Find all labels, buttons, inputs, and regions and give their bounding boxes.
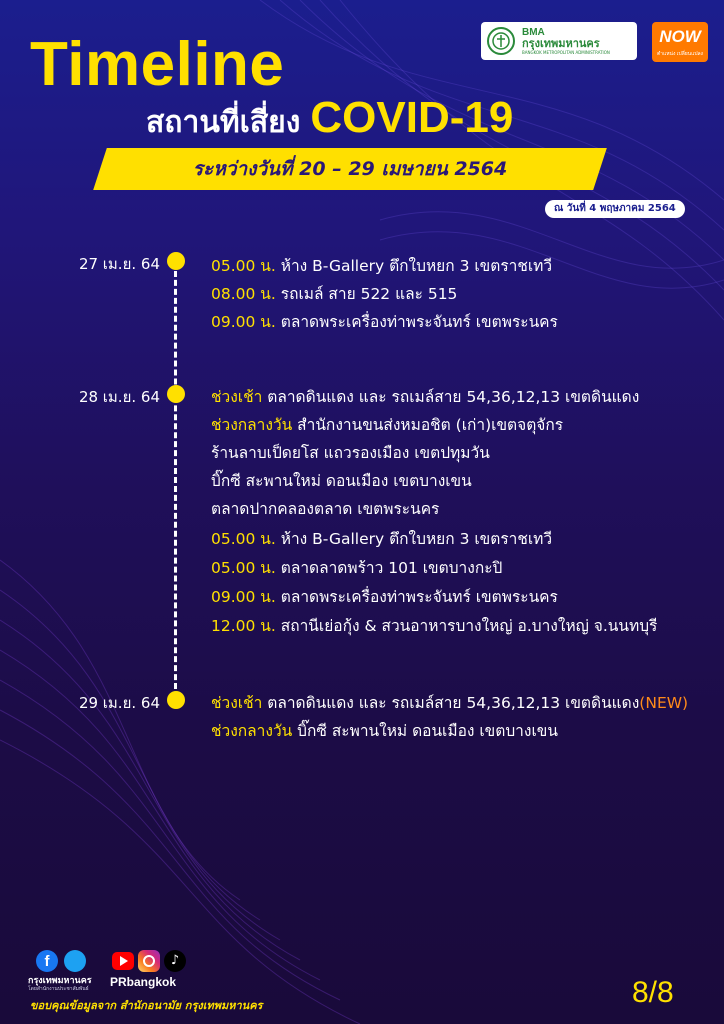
entry-place: ตลาดพระเครื่องท่าพระจันทร์ เขตพระนคร xyxy=(275,588,558,606)
as-of-date-badge: ณ วันที่ 4 พฤษภาคม 2564 xyxy=(545,200,685,218)
tiktok-icon[interactable]: ♪ xyxy=(164,950,186,972)
entry-time: ช่วงเช้า xyxy=(211,388,263,406)
timeline-entry xyxy=(211,257,552,276)
bma-seal-icon xyxy=(486,26,516,56)
footer-bma-label: กรุงเทพมหานคร xyxy=(28,976,92,986)
timeline-entry xyxy=(211,722,558,741)
entry-time: ช่วงกลางวัน xyxy=(211,416,293,434)
entry-time: 05.00 น. xyxy=(211,559,276,577)
entry-time: 09.00 น. xyxy=(211,588,276,606)
timeline-dot xyxy=(167,691,185,709)
entry-time: 08.00 น. xyxy=(211,285,276,303)
timeline-entry xyxy=(211,444,490,463)
now-logo-text: NOW xyxy=(659,27,701,46)
timeline-dot xyxy=(167,252,185,270)
entry-place: บิ๊กซี สะพานใหม่ ดอนเมือง เขตบางเขน xyxy=(292,722,558,740)
entry-place: ห้าง B-Gallery ตึกใบหยก 3 เขตราชเทวี xyxy=(275,257,553,275)
timeline-entry xyxy=(211,617,657,636)
entry-place: ร้านลาบเป็ดยโส แถวรองเมือง เขตปทุมวัน xyxy=(211,444,490,462)
bma-sub: BANGKOK METROPOLITAN ADMINISTRATION xyxy=(522,49,610,55)
timeline-entry xyxy=(211,313,558,332)
entry-time: 09.00 น. xyxy=(211,313,276,331)
new-tag: (NEW) xyxy=(639,694,689,712)
entry-time: ช่วงกลางวัน xyxy=(211,722,293,740)
timeline-entry xyxy=(211,500,439,519)
subtitle xyxy=(146,93,514,146)
timeline-entry xyxy=(211,530,552,549)
footer-bma-sub: โดยสำนักงานประชาสัมพันธ์ xyxy=(28,986,89,992)
timeline-dot xyxy=(167,385,185,403)
subtitle-covid: COVID-19 xyxy=(310,93,514,142)
now-logo xyxy=(652,22,708,62)
entry-place: สถานีเย่อกุ้ง & สวนอาหารบางใหญ่ อ.บางใหญ่ จ.นนทบุรี xyxy=(275,617,658,635)
entry-place: ตลาดดินแดง และ รถเมล์สาย 54,36,12,13 เขตดินแดง xyxy=(262,694,640,712)
timeline-entry xyxy=(211,472,472,491)
entry-place: ตลาดดินแดง และ รถเมล์สาย 54,36,12,13 เขตดินแดง xyxy=(262,388,640,406)
timeline-date: 28 เม.ย. 64 xyxy=(78,388,160,406)
bma-name: กรุงเทพมหานคร xyxy=(522,36,600,50)
bma-logo xyxy=(481,22,637,60)
entry-place: ตลาดลาดพร้าว 101 เขตบางกะปิ xyxy=(275,559,503,577)
timeline-entry xyxy=(211,559,502,578)
entry-time: 05.00 น. xyxy=(211,530,276,548)
facebook-icon[interactable]: f xyxy=(36,950,58,972)
timeline-line xyxy=(174,262,177,698)
instagram-icon[interactable] xyxy=(138,950,160,972)
entry-place: ห้าง B-Gallery ตึกใบหยก 3 เขตราชเทวี xyxy=(275,530,553,548)
page-number: 8/8 xyxy=(632,976,674,1009)
youtube-icon[interactable] xyxy=(112,952,134,970)
entry-place: ตลาดปากคลองตลาด เขตพระนคร xyxy=(211,500,440,518)
timeline-entry xyxy=(211,388,639,407)
entry-place: รถเมล์ สาย 522 และ 515 xyxy=(275,285,458,303)
timeline-entry xyxy=(211,694,688,713)
page-title: Timeline xyxy=(30,30,285,99)
date-range-text: ระหว่างวันที่ 20 – 29 เมษายน 2564 xyxy=(192,158,508,180)
credit-text: ขอบคุณข้อมูลจาก สำนักอนามัย กรุงเทพมหานคร xyxy=(30,999,263,1012)
entry-time: 05.00 น. xyxy=(211,257,276,275)
now-logo-tagline: ตำแหน่ง เปลี่ยนแปลง xyxy=(656,51,704,57)
entry-place: ตลาดพระเครื่องท่าพระจันทร์ เขตพระนคร xyxy=(275,313,558,331)
footer-pr-handle: PRbangkok xyxy=(110,975,177,989)
entry-place: สำนักงานขนส่งหมอชิต (เก่า)เขตจตุจักร xyxy=(292,416,564,434)
timeline-entry xyxy=(211,416,563,435)
timeline-entry xyxy=(211,285,457,304)
twitter-icon[interactable] xyxy=(64,950,86,972)
timeline-date: 29 เม.ย. 64 xyxy=(78,694,160,712)
entry-time: ช่วงเช้า xyxy=(211,694,263,712)
entry-place: บิ๊กซี สะพานใหม่ ดอนเมือง เขตบางเขน xyxy=(211,472,472,490)
timeline-date: 27 เม.ย. 64 xyxy=(78,255,160,273)
entry-time: 12.00 น. xyxy=(211,617,276,635)
bma-abbr: BMA xyxy=(522,26,545,38)
subtitle-thai: สถานที่เสี่ยง xyxy=(146,105,301,140)
timeline-entry xyxy=(211,588,558,607)
